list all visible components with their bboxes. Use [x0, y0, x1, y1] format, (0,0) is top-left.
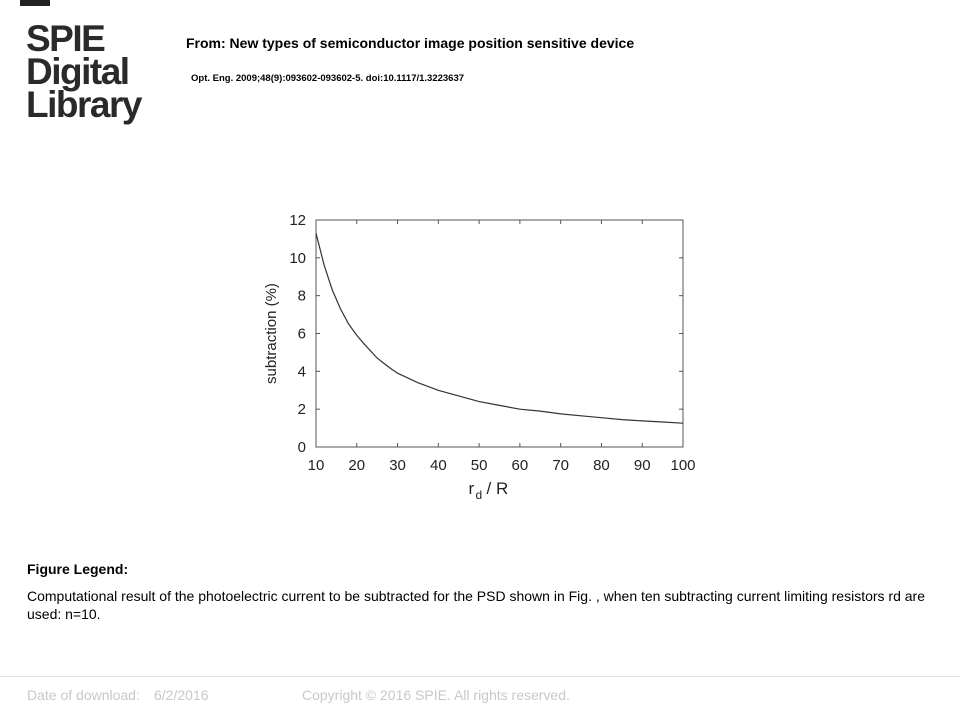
corner-mark: [20, 0, 50, 6]
page-title: From: New types of semiconductor image position sensitive device: [186, 35, 635, 51]
series-line: [316, 233, 683, 423]
download-date-label: Date of download:: [27, 687, 140, 703]
x-axis-label-subscript: d: [475, 488, 483, 500]
y-tick-label: 0: [297, 439, 306, 456]
logo-line: SPIE: [26, 18, 105, 59]
figure-legend-heading: Figure Legend:: [27, 561, 129, 577]
y-tick-label: 4: [297, 363, 306, 381]
x-tick-label: 70: [552, 457, 570, 474]
x-tick-label: 100: [670, 457, 696, 474]
line-chart: [250, 200, 710, 500]
y-tick-label: 10: [289, 249, 306, 267]
y-tick-label: 12: [289, 212, 306, 229]
x-axis-label-main: r: [468, 479, 475, 498]
x-tick-label: 20: [348, 457, 366, 474]
x-tick-label: 30: [389, 457, 406, 474]
x-axis-label: / R: [486, 479, 509, 498]
copyright-notice: Copyright © 2016 SPIE. All rights reserved.: [302, 687, 570, 703]
x-tick-label: 40: [429, 457, 447, 474]
plot-frame: [316, 220, 683, 447]
x-tick-label: 10: [307, 457, 325, 474]
x-tick-label: 90: [633, 457, 651, 474]
y-tick-label: 6: [297, 325, 306, 343]
figure-legend-text: Computational result of the photoelectric current to be subtracted for the PSD shown in Fig. , when ten subtracting current limiting resistors rd are used: n=10.: [27, 588, 925, 622]
citation: Opt. Eng. 2009;48(9):093602-093602-5. doi:10.1117/1.3223637: [191, 73, 465, 84]
download-date-value: 6/2/2016: [154, 687, 209, 703]
y-tick-label: 2: [297, 401, 306, 419]
logo-line: Digital: [26, 51, 129, 92]
x-tick-label: 80: [593, 457, 610, 474]
footer-divider: [0, 676, 960, 677]
y-axis-label: subtraction (%): [263, 283, 280, 384]
x-tick-label: 50: [470, 457, 488, 474]
y-tick-label: 8: [297, 287, 306, 305]
x-tick-label: 60: [511, 457, 529, 474]
logo-line: Library: [26, 84, 141, 125]
spie-digital-library-logo: [26, 18, 150, 125]
